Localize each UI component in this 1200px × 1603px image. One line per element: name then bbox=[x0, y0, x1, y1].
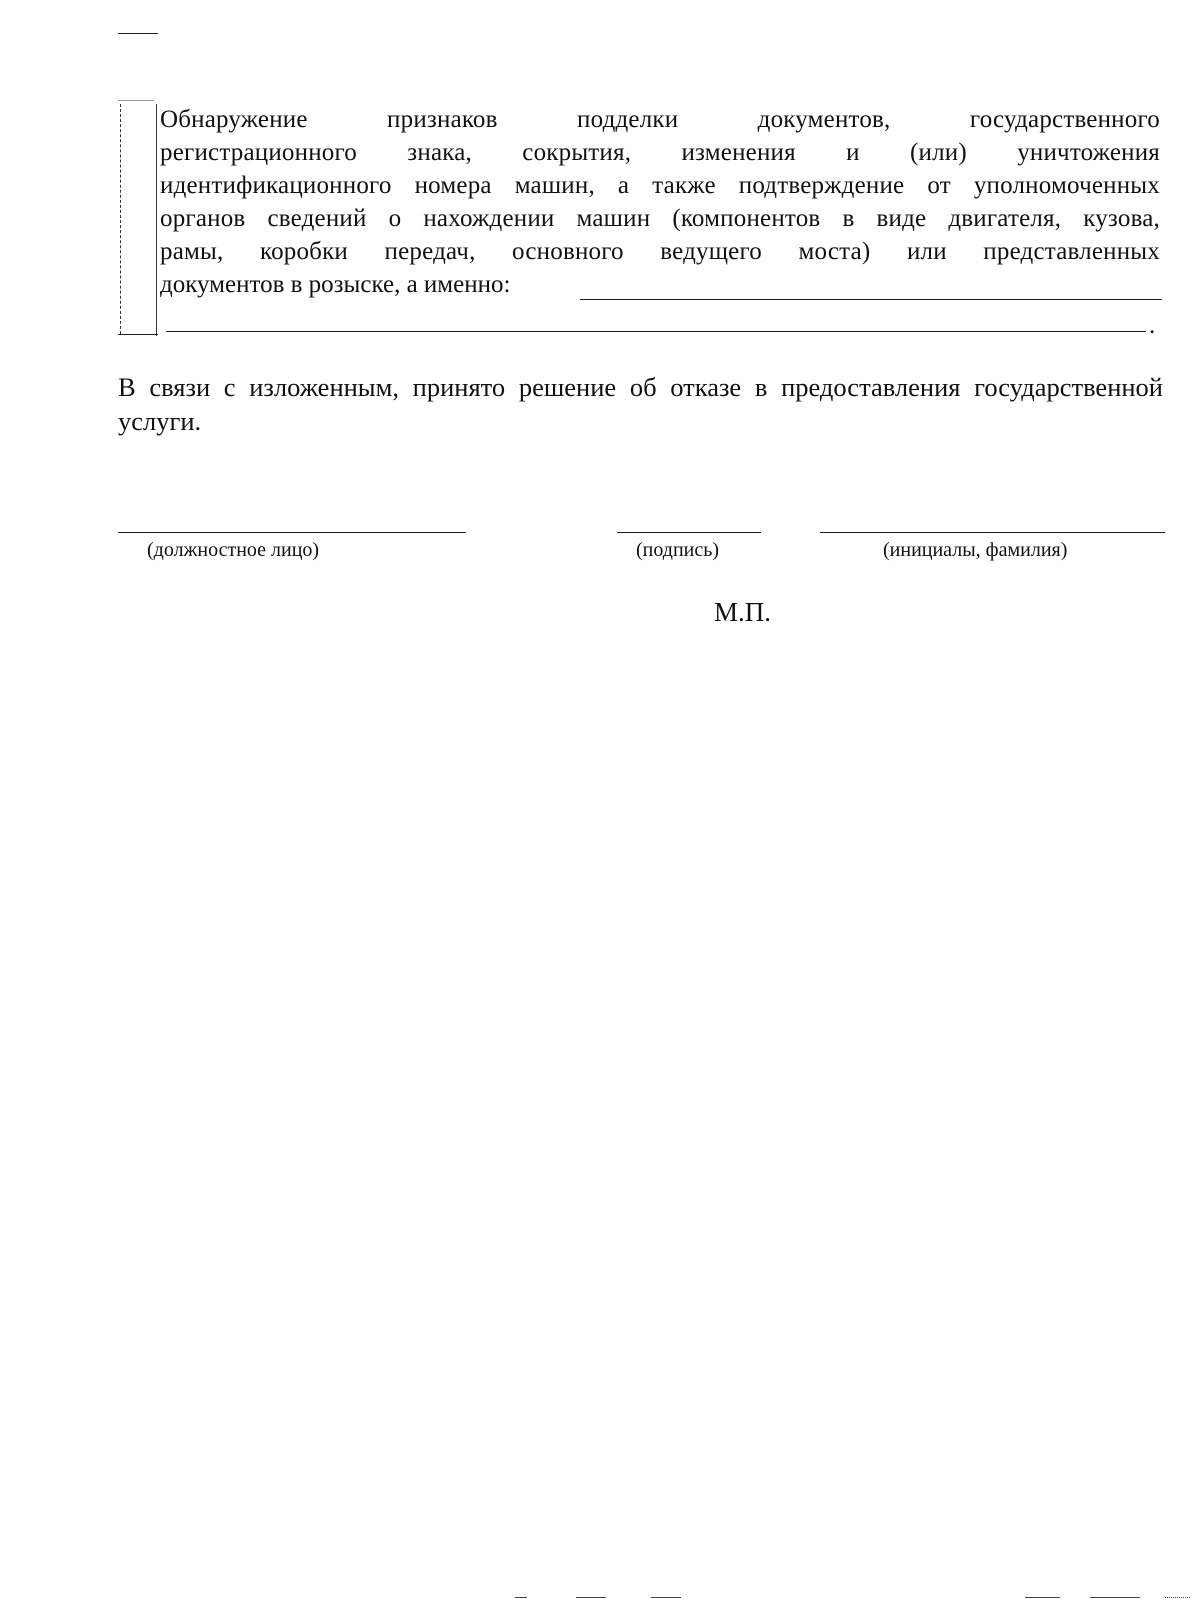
initials-surname-label: (инициалы, фамилия) bbox=[883, 539, 1068, 561]
paragraph-line: рамы, коробки передач, основного ведущего моста) или представленных bbox=[160, 238, 1160, 265]
paragraph-line: идентификационного номера машин, а также подтверждение от уполномоченных bbox=[160, 172, 1160, 199]
paragraph-line: Обнаружение признаков подделки документов, государственного bbox=[160, 106, 1160, 133]
paragraph-line: регистрационного знака, сокрытия, изменения и (или) уничтожения bbox=[160, 139, 1160, 166]
signature-label: (подпись) bbox=[636, 539, 720, 561]
checkbox-right-edge bbox=[156, 104, 157, 336]
official-position-line[interactable] bbox=[118, 532, 466, 533]
refusal-conclusion: В связи с изложенным, принято решение об отказе в предоставления государственной услуги. bbox=[118, 372, 1163, 436]
initials-surname-line[interactable] bbox=[820, 532, 1165, 533]
checkbox-top-edge bbox=[118, 100, 154, 101]
paragraph-line: органов сведений о нахождении машин (компонентов в виде двигателя, кузова, bbox=[160, 205, 1160, 232]
details-fill-line[interactable] bbox=[580, 299, 1162, 300]
stamp-place-label: М.П. bbox=[714, 597, 772, 627]
footer-mark bbox=[515, 1597, 527, 1598]
footer-mark bbox=[1025, 1597, 1060, 1598]
paragraph-last-line: документов в розыске, а именно: bbox=[160, 271, 511, 298]
paragraph-end-mark: . bbox=[1149, 312, 1156, 339]
footer-mark bbox=[651, 1597, 681, 1598]
checkbox-left-edge bbox=[120, 104, 121, 334]
footer-mark bbox=[1165, 1597, 1190, 1598]
footer-mark bbox=[576, 1597, 606, 1598]
signature-line[interactable] bbox=[617, 532, 761, 533]
details-fill-line-continued[interactable] bbox=[166, 331, 1146, 332]
footer-mark bbox=[1090, 1597, 1140, 1598]
official-position-label: (должностное лицо) bbox=[147, 539, 320, 561]
checkbox-bottom-edge bbox=[118, 334, 158, 335]
top-margin-dash bbox=[118, 33, 158, 34]
